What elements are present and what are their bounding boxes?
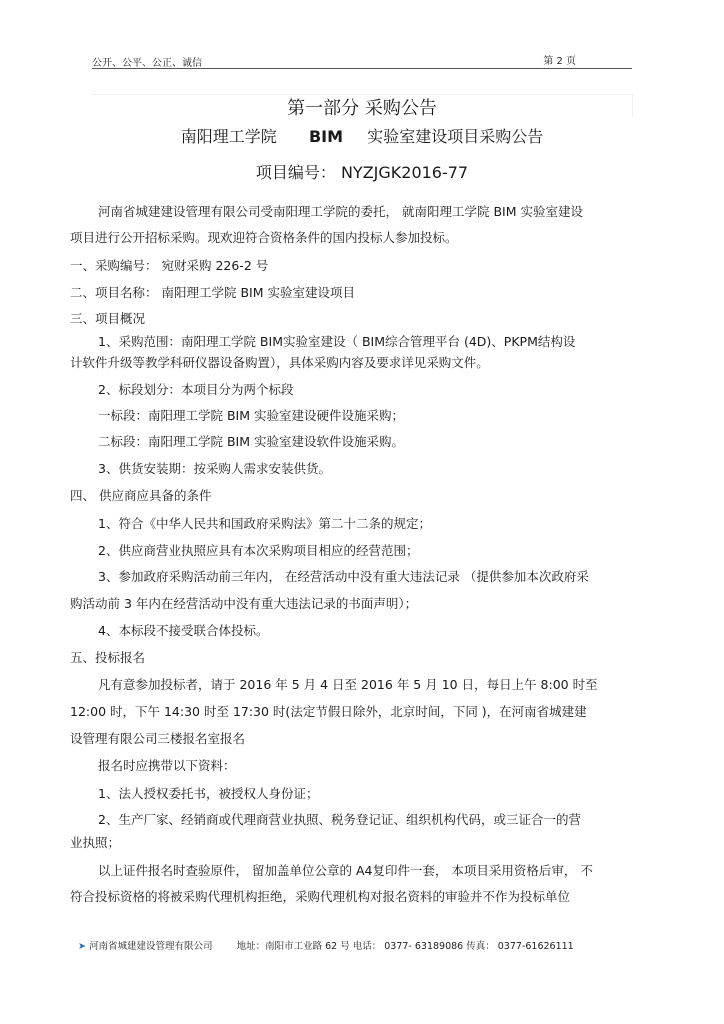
body-line-4: 二、项目名称： 南阳理工学院 BIM 实验室建设项目 <box>70 285 355 300</box>
body-line-13: 1、符合《中华人民共和国政府采购法》第二十二条的规定； <box>98 516 431 531</box>
body-line-21: 设管理有限公司三楼报名室报名 <box>70 731 246 746</box>
body-line-7: 计软件升级等教学科研仪器设备购置），具体采购内容及要求详见采购文件。 <box>70 355 489 370</box>
footer-company: 河南省城建建设管理有限公司 <box>89 941 213 952</box>
project-title-pre: 南阳理工学院 <box>180 127 277 146</box>
body-line-5: 三、项目概况 <box>70 311 146 326</box>
body-line-8: 2、标段划分：本项目分为两个标段 <box>98 382 294 397</box>
body-line-1: 河南省城建建设管理有限公司受南阳理工学院的委托， 就南阳理工学院 BIM 实验室建设 <box>98 204 583 219</box>
body-line-2: 项目进行公开招标采购。现欢迎符合资格条件的国内投标人参加投标。 <box>70 230 458 245</box>
body-line-16: 购活动前 3 年内在经营活动中没有重大违法记录的书面声明）； <box>70 596 418 611</box>
company-logo-icon: ➤ <box>78 941 86 952</box>
page-footer <box>78 938 574 952</box>
project-code: 项目编号： NYZJGK2016-77 <box>255 163 469 182</box>
body-line-6: 1、采购范围：南阳理工学院 BIM实验室建设（ BIM综合管理平台 (4D)、PKPM结构设 <box>98 334 576 349</box>
body-line-19: 凡有意参加投标者，请于 2016 年 5 月 4 日至 2016 年 5 月 10 日，每日上午 8:00 时至 <box>98 677 598 692</box>
body-line-23: 1、法人授权委托书，被授权人身份证； <box>98 786 319 801</box>
body-line-15: 3、参加政府采购活动前三年内， 在经营活动中没有重大违法记录 （提供参加本次政府采 <box>98 569 589 584</box>
body-line-26: 以上证件报名时查验原件， 留加盖单位公章的 A4复印件一套， 本项目采用资格后审， 不 <box>98 863 593 878</box>
body-line-10: 二标段：南阳理工学院 BIM 实验室建设软件设施采购。 <box>98 434 404 449</box>
body-line-17: 4、本标段不接受联合体投标。 <box>98 623 269 638</box>
body-line-27: 符合投标资格的将被采购代理机构拒绝，采购代理机构对报名资料的审验并不作为投标单位 <box>70 889 571 904</box>
body-line-11: 3、供货安装期：按采购人需求安装供货。 <box>98 461 331 476</box>
header-motto: 公开、公平、公正、诚信 <box>92 58 202 69</box>
body-line-24: 2、生产厂家、经销商或代理商营业执照、税务登记证、组织机构代码，或三证合一的营 <box>98 812 581 827</box>
body-line-25: 业执照； <box>70 835 121 850</box>
project-title <box>0 124 724 147</box>
project-title-post: 实验室建设项目采购公告 <box>367 127 544 146</box>
body-line-12: 四、 供应商应具备的条件 <box>70 488 212 503</box>
footer-address: 地址：南阳市工业路 62 号 电话： 0377- 63189086 传真： 0377-61626111 <box>236 941 574 952</box>
body-line-22: 报名时应携带以下资料： <box>98 758 236 773</box>
body-line-18: 五、投标报名 <box>70 650 146 665</box>
project-title-bim: BIM <box>308 127 344 146</box>
body-line-14: 2、供应商营业执照应具有本次采购项目相应的经营范围； <box>98 543 419 558</box>
body-line-9: 一标段：南阳理工学院 BIM 实验室建设硬件设施采购； <box>98 408 404 423</box>
page-header <box>92 48 632 69</box>
body-line-3: 一、采购编号： 宛财采购 226-2 号 <box>70 258 269 273</box>
body-line-20: 12:00 时，下午 14:30 时至 17:30 时(法定节假日除外，北京时间，下同 )，在河南省城建建 <box>70 704 587 719</box>
part-title: 第一部分 采购公告 <box>287 98 437 119</box>
page-number: 第 2 页 <box>543 56 576 67</box>
